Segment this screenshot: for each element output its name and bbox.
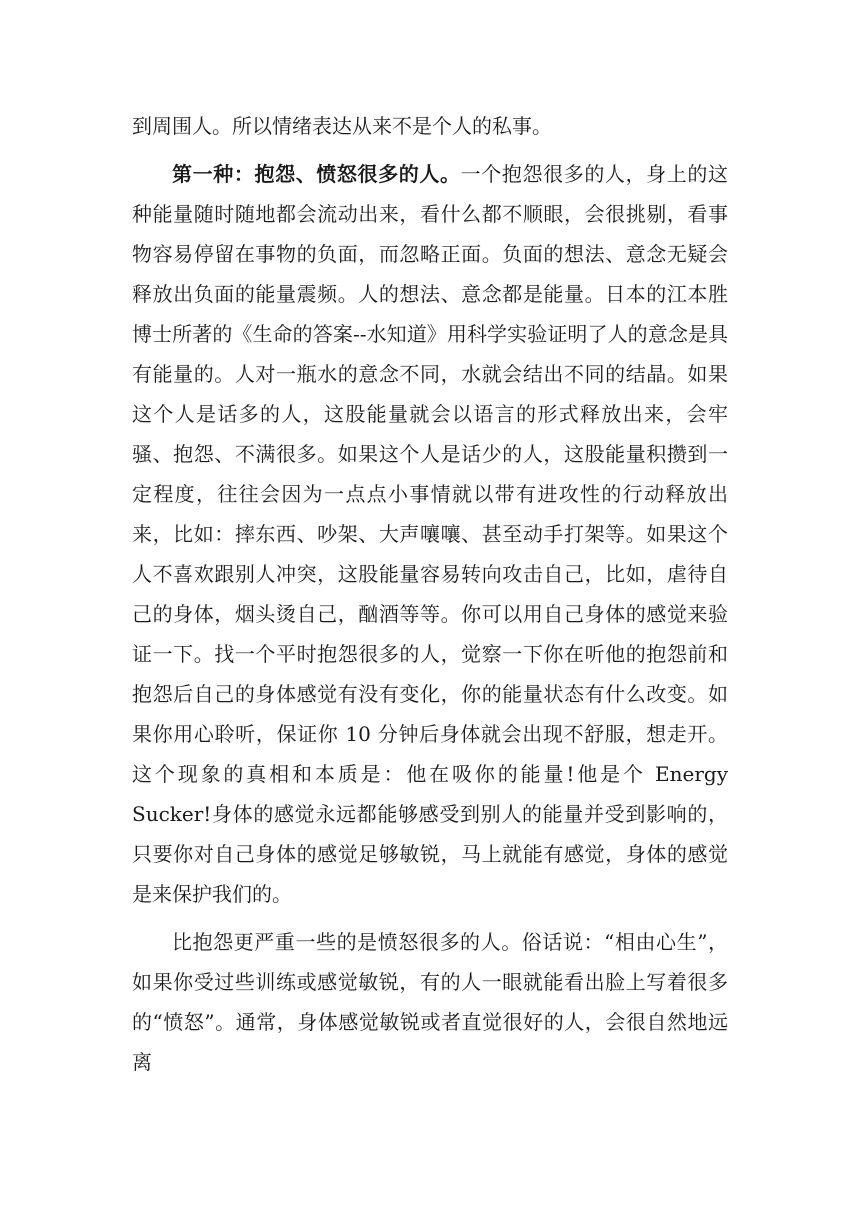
paragraph-continued [132, 106, 728, 146]
paragraph-text: 到周围人。所以情绪表达从来不是个人的私事。 [132, 114, 552, 138]
paragraph-text: 一个抱怨很多的人，身上的这种能量随时随地都会流动出来，看什么都不顺眼，会很挑剔，看事物容易停留在事物的负面，而忽略正面。负面的想法、意念无疑会释放出负面的能量震频。人的想法、意念都是能量。日本的江本胜博士所著的《生命的答案--水知道》用科学实验证明了人的意念是具有能量的。人对一瓶水的意念不同，水就会结出不同的结晶。如果这个人是话多的人，这股能量就会以语言的形式释放出来，会牢骚、抱怨、不满很多。如果这个人是话少的人，这股能量积攒到一定程度，往往会因为一点点小事情就以带有进攻性的行动释放出来，比如：摔东西、吵架、大声嚷嚷、甚至动手打架等。如果这个人不喜欢跟别人冲突，这股能量容易转向攻击自己，比如，虐待自己的身体，烟头烫自己，酗酒等等。你可以用自己身体的感觉来验证一下。找一个平时抱怨很多的人，觉察一下你在听他的抱怨前和抱怨后自己的身体感觉有没有变化，你的能量状态有什么改变。如果你用心聆听，保证你 10 分钟后身体就会出现不舒服，想走开。这个现象的真相和本质是：他在吸你的能量!他是个 Energy Sucker!身体的感觉永远都能够感受到别人的能量并受到影响的，只要你对自己身体的感觉足够敏锐，马上就能有感觉，身体的感觉是来保护我们的。 [132, 162, 729, 906]
paragraph-lead-heading: 第一种：抱怨、愤怒很多的人。 [172, 162, 461, 186]
paragraph-text: 比抱怨更严重一些的是愤怒很多的人。俗话说：“相由心生”，如果你受过些训练或感觉敏锐，有的人一眼就能看出脸上写着很多的“愤怒”。通常，身体感觉敏锐或者直觉很好的人，会很自然地远离 [132, 930, 728, 1074]
body-text [132, 106, 728, 1082]
paragraph-anger [132, 922, 728, 1082]
paragraph-first-type [132, 154, 728, 914]
